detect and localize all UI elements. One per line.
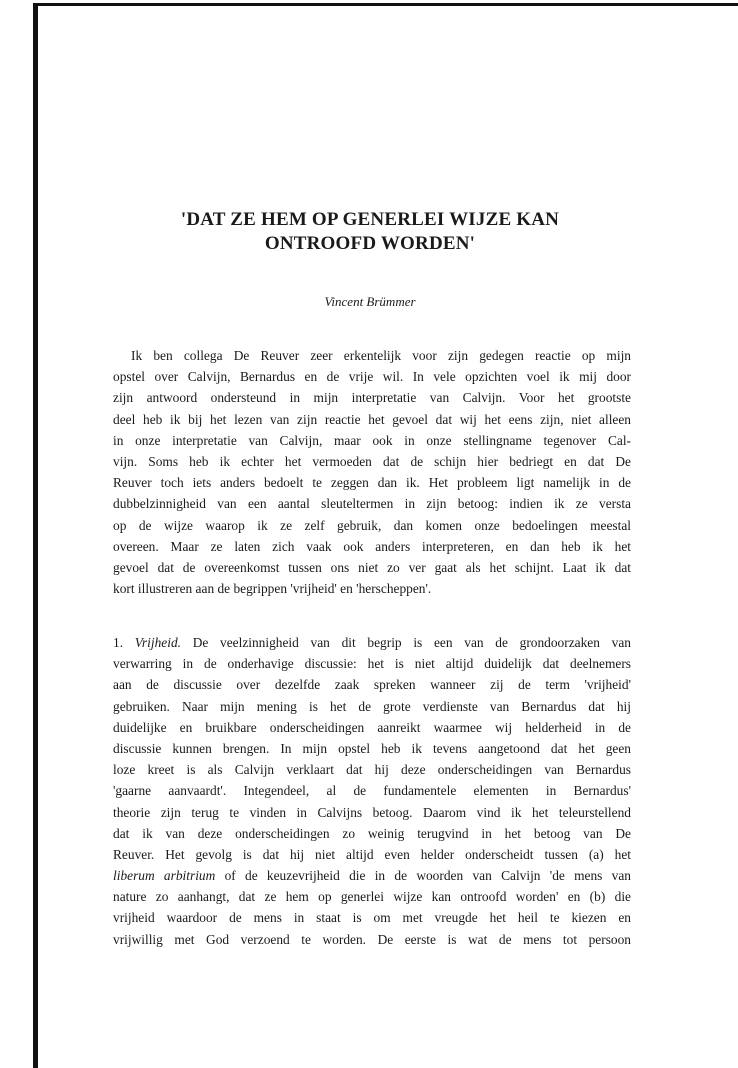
text-line: theorie zijn terug te vinden in Calvijns betoog. Daarom vind ik het teleurstellend <box>113 804 631 820</box>
text-line: vrijheid waardoor de mens in staat is om met vreugde het heil te kiezen en <box>113 910 631 926</box>
page-title <box>110 208 630 256</box>
paragraph-intro <box>113 345 631 599</box>
text-line: nature zo aanhangt, dat ze hem op generlei wijze kan ontroofd worden' en (b) die <box>113 889 631 905</box>
latin-term: liberum arbitrium <box>113 868 216 884</box>
text-line: gebruiken. Naar mijn mening is het de grote verdienste van Bernardus dat hij <box>113 698 631 714</box>
paragraph-vrijheid <box>113 632 631 950</box>
section-heading: Vrijheid. <box>134 635 181 650</box>
text-line: dubbelzinnigheid van een aantal sleuteltermen in zijn betoog: indien ik ze versta <box>113 496 631 512</box>
text-line <box>113 865 631 886</box>
text-fragment: De veelzinnigheid van dit begrip is een van de grondoorzaken van <box>192 635 631 650</box>
text-line: in onze interpretatie van Calvijn, maar ook in onze stellingname tegenover Cal- <box>113 432 631 448</box>
text-line: op de wijze waarop ik ze zelf gebruik, dan komen onze bedoelingen meestal <box>113 517 631 533</box>
text-line: opstel over Calvijn, Bernardus en de vrije wil. In vele opzichten voel ik mij door <box>113 369 631 385</box>
title-line-1: 'DAT ZE HEM OP GENERLEI WIJZE KAN <box>180 209 560 230</box>
text-line: 'gaarne aanvaardt'. Integendeel, al de fundamentele elementen in Bernardus' <box>113 783 631 799</box>
text-line: dat ik van deze onderscheidingen zo weinig terugvind in het betoog van De <box>113 825 631 841</box>
title-line-2: ONTROOFD WORDEN' <box>264 233 476 254</box>
text-line <box>113 632 631 653</box>
text-line: Reuver. Het gevolg is dat hij niet altijd even helder onderscheidt tussen (a) het <box>113 846 631 862</box>
text-line: discussie kunnen brengen. In mijn opstel heb ik tevens aangetoond dat het geen <box>113 740 631 756</box>
text-line: duidelijke en bruikbare onderscheidingen aanreikt waarmee wij helderheid in de <box>113 719 631 735</box>
text-line: Reuver toch iets anders bedoelt te zeggen dan ik. Het probleem ligt namelijk in de <box>113 475 631 491</box>
text-line: aan de discussie over dezelfde zaak spreken wanneer zij de term 'vrijheid' <box>113 677 631 693</box>
text-line: vrijwillig met God verzoend te worden. De eerste is wat de mens tot persoon <box>113 931 631 947</box>
text-line: overeen. Maar ze laten zich vaak ook anders interpreteren, en dan heb ik het <box>113 538 631 554</box>
text-line: deel heb ik bij het lezen van zijn reactie het gevoel dat wij het eens zijn, niet alleen <box>113 411 631 427</box>
scan-edge-left <box>33 3 38 1068</box>
author-name: Vincent Brümmer <box>324 294 416 309</box>
text-line: verwarring in de onderhavige discussie: het is niet altijd duidelijk dat deelnemers <box>113 656 631 672</box>
text-line: loze kreet is als Calvijn verklaart dat hij deze onderscheidingen van Bernardus <box>113 762 631 778</box>
scan-edge-top <box>33 3 738 6</box>
text-fragment: of de keuzevrijheid die in de woorden van Calvijn 'de mens van <box>224 868 631 884</box>
text-line: zijn antwoord ondersteund in mijn interpretatie van Calvijn. Voor het grootste <box>113 390 631 406</box>
section-number: 1. <box>113 635 124 650</box>
text-line: Ik ben collega De Reuver zeer erkentelijk voor zijn gedegen reactie op mijn <box>131 348 631 363</box>
text-line: kort illustreren aan de begrippen 'vrijheid' en 'herscheppen'. <box>113 581 432 597</box>
text-line: gevoel dat de overeenkomst tussen ons niet zo ver gaat als het schijnt. Laat ik dat <box>113 559 631 575</box>
text-line: vijn. Soms heb ik echter het vermoeden dat de schijn hier bedriegt en dat De <box>113 453 631 469</box>
